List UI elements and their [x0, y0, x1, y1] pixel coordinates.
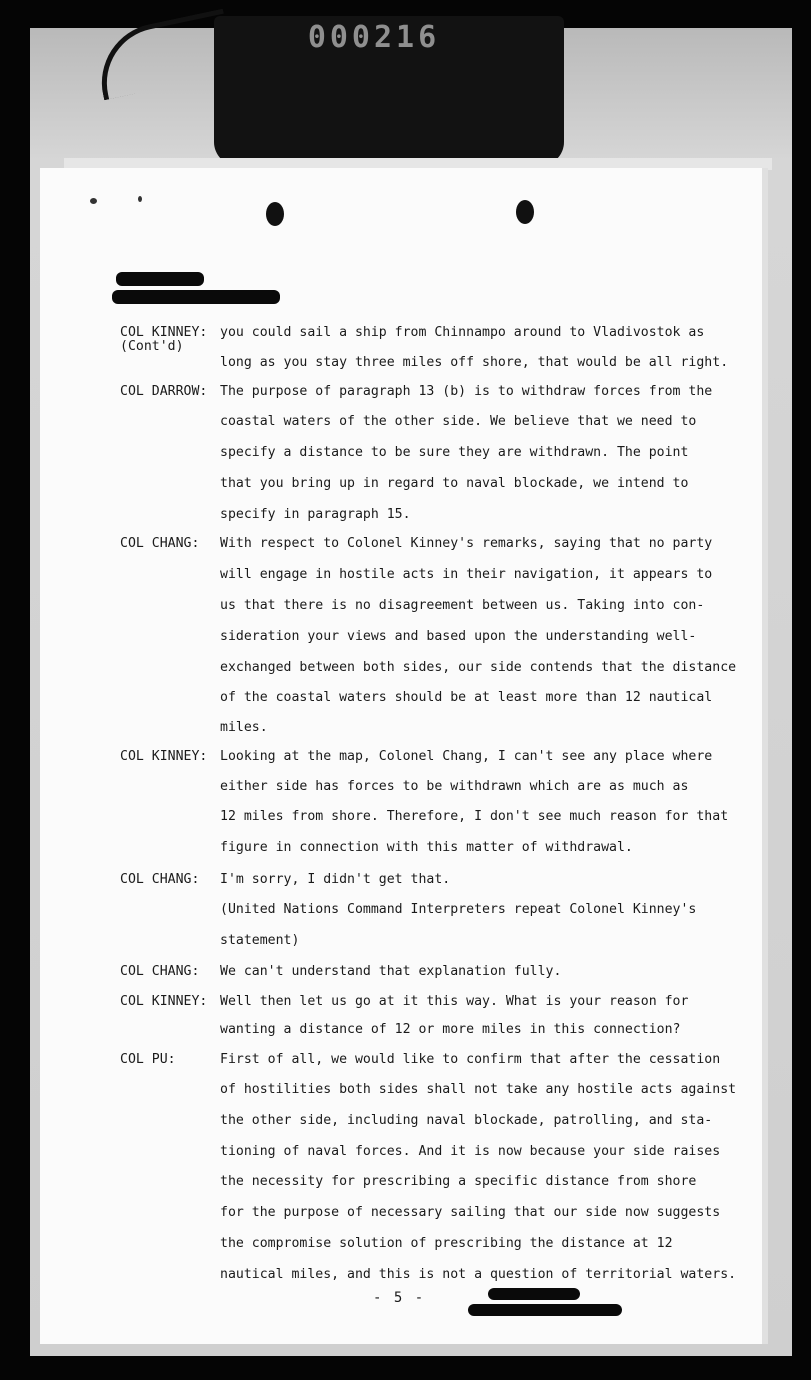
transcript-line: Looking at the map, Colonel Chang, I can't see any place where	[220, 749, 713, 764]
transcript-line: Well then let us go at it this way. What is your reason for	[220, 994, 689, 1009]
transcript-line: of the coastal waters should be at least more than 12 nautical	[220, 690, 713, 705]
transcript-line: either side has forces to be withdrawn which are as much as	[220, 779, 689, 794]
frame-counter: 000216	[307, 20, 441, 55]
transcript-line: statement)	[220, 933, 300, 948]
transcript-line: tioning of naval forces. And it is now because your side raises	[220, 1144, 721, 1159]
transcript-line: sideration your views and based upon the understanding well-	[220, 629, 697, 644]
transcript-line: 12 miles from shore. Therefore, I don't see much reason for that	[220, 809, 729, 824]
speaker-label: COL CHANG:	[120, 872, 200, 887]
ink-speck	[138, 196, 142, 202]
transcript-line: With respect to Colonel Kinney's remarks, saying that no party	[220, 536, 713, 551]
speaker-label: COL KINNEY:	[120, 325, 208, 340]
transcript-line: us that there is no disagreement between us. Taking into con-	[220, 598, 705, 613]
transcript-line: specify a distance to be sure they are withdrawn. The point	[220, 445, 689, 460]
transcript-line: nautical miles, and this is not a question of territorial waters.	[220, 1267, 737, 1282]
speaker-continuation: (Cont'd)	[120, 339, 184, 354]
redaction-bar	[488, 1288, 580, 1300]
transcript-line: First of all, we would like to confirm that after the cessation	[220, 1052, 721, 1067]
transcript-line: will engage in hostile acts in their navigation, it appears to	[220, 567, 713, 582]
transcript-line: We can't understand that explanation fully.	[220, 964, 562, 979]
speaker-label: COL CHANG:	[120, 964, 200, 979]
transcript-line: wanting a distance of 12 or more miles in this connection?	[220, 1022, 681, 1037]
transcript-line: I'm sorry, I didn't get that.	[220, 872, 451, 887]
redaction-bar	[468, 1304, 622, 1316]
transcript-line: specify in paragraph 15.	[220, 507, 411, 522]
transcript-line: miles.	[220, 720, 268, 735]
transcript-line: long as you stay three miles off shore, that would be all right.	[220, 355, 729, 370]
counter-clip	[214, 16, 564, 166]
transcript-line: you could sail a ship from Chinnampo around to Vladivostok as	[220, 325, 705, 340]
document-page	[40, 168, 768, 1344]
transcript-line: for the purpose of necessary sailing that our side now suggests	[220, 1205, 721, 1220]
transcript-line: of hostilities both sides shall not take any hostile acts against	[220, 1082, 737, 1097]
speaker-label: COL KINNEY:	[120, 749, 208, 764]
page-number: - 5 -	[373, 1290, 426, 1306]
transcript-line: that you bring up in regard to naval blockade, we intend to	[220, 476, 689, 491]
punch-hole-right	[516, 200, 534, 224]
redaction-bar	[112, 290, 280, 304]
transcript-line: (United Nations Command Interpreters repeat Colonel Kinney's	[220, 902, 697, 917]
redaction-bar	[116, 272, 204, 286]
ink-speck	[90, 198, 97, 204]
speaker-label: COL DARROW:	[120, 384, 208, 399]
speaker-label: COL PU:	[120, 1052, 176, 1067]
transcript-line: exchanged between both sides, our side contends that the distance	[220, 660, 737, 675]
speaker-label: COL CHANG:	[120, 536, 200, 551]
transcript-line: figure in connection with this matter of withdrawal.	[220, 840, 633, 855]
transcript-line: the necessity for prescribing a specific distance from shore	[220, 1174, 697, 1189]
transcript-line: The purpose of paragraph 13 (b) is to withdraw forces from the	[220, 384, 713, 399]
punch-hole-left	[266, 202, 284, 226]
transcript-line: the compromise solution of prescribing the distance at 12	[220, 1236, 673, 1251]
transcript-line: coastal waters of the other side. We believe that we need to	[220, 414, 697, 429]
transcript-line: the other side, including naval blockade, patrolling, and sta-	[220, 1113, 713, 1128]
speaker-label: COL KINNEY:	[120, 994, 208, 1009]
